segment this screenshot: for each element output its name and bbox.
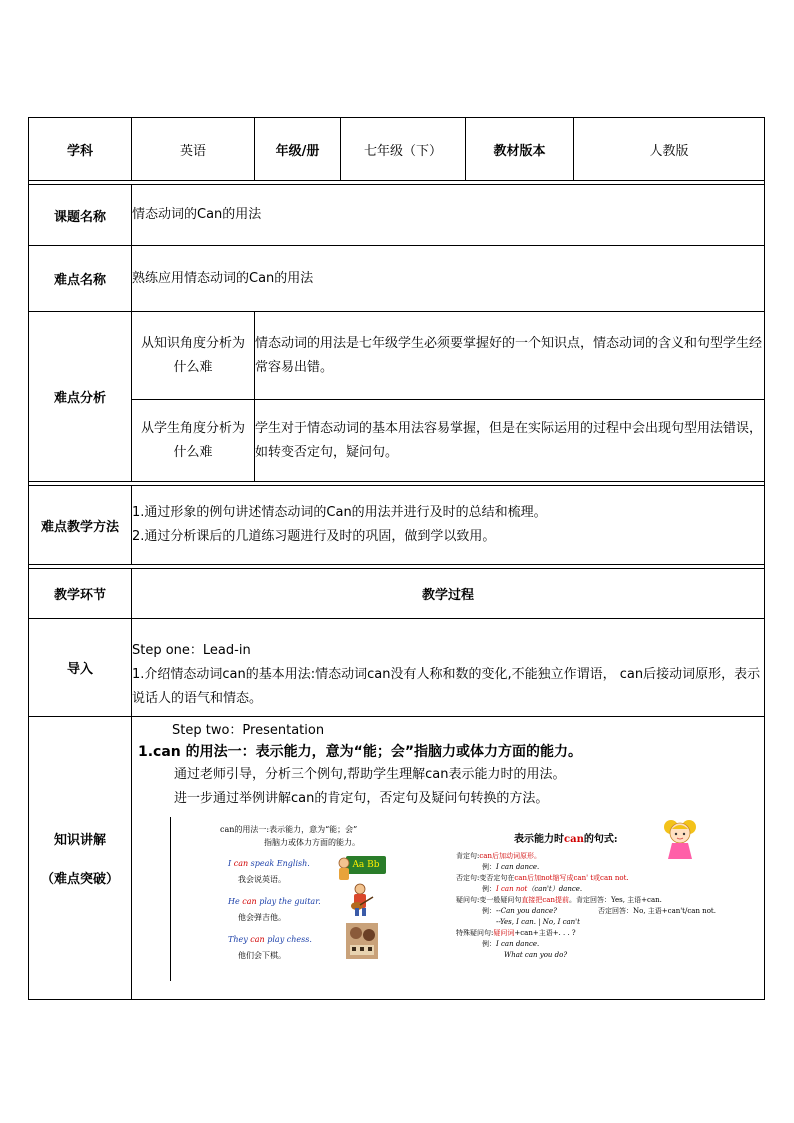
analysis-knowledge-text: 情态动词的用法是七年级学生必须要掌握好的一个知识点，情态动词的含义和句型学生经常容易出错。 — [255, 312, 765, 400]
subject-value: 英语 — [132, 118, 255, 181]
intro-text: 1.介绍情态动词can的基本用法:情态动词can没有人称和数的变化,不能独立作谓语， can后接动词原形，表示说话人的语气和情态。 — [132, 667, 761, 706]
topic-row — [29, 185, 765, 246]
slide2-title — [514, 833, 618, 847]
aff-ex: I can dance. — [496, 863, 540, 871]
topic-value: 情态动词的Can的用法 — [132, 185, 765, 246]
q-rule-pre: 变一般疑问句 — [479, 896, 522, 904]
analysis-student-text: 学生对于情态动词的基本用法容易掌握，但是在实际运用的过程中会出现句型用法错误，如转变否定句，疑问句。 — [255, 400, 765, 482]
slide1-title-b: 指脑力或体力方面的能力。 — [264, 838, 360, 847]
slide-can-sentence-patterns — [456, 833, 756, 983]
guitar-player-icon — [346, 883, 376, 917]
process-title: 教学过程 — [132, 569, 765, 619]
slide2-title-pre: 表示能力时 — [514, 834, 564, 845]
neg-rule-red: can后加not缩写成can' t或can not. — [514, 874, 629, 882]
grade-label: 年级/册 — [255, 118, 341, 181]
difficulty-row — [29, 246, 765, 312]
ex1-rest: speak English. — [250, 859, 310, 868]
method-label: 难点教学方法 — [29, 486, 132, 565]
ex3-can: can — [250, 935, 265, 944]
slide2-wh-question — [456, 928, 576, 939]
slide2-question — [456, 895, 662, 906]
knowledge-sublabel: （难点突破） — [40, 872, 119, 887]
lesson-plan-table — [28, 117, 765, 1000]
knowledge-label-cell — [29, 717, 132, 1000]
analysis-row-student — [29, 400, 765, 482]
ex3-rest: play chess. — [267, 935, 312, 944]
cartoon-girl-icon — [662, 817, 698, 865]
slide1-example-2 — [228, 895, 321, 908]
analysis-knowledge-label: 从知识角度分析为什么难 — [132, 312, 255, 400]
grade-value: 七年级（下） — [341, 118, 466, 181]
wh-label: 特殊疑问句: — [456, 929, 494, 937]
slide2-question-example — [482, 906, 557, 917]
wh-ex1: I can dance. — [496, 940, 540, 948]
slide2-affirmative — [456, 851, 541, 862]
method-text — [132, 486, 765, 565]
slide-can-usage — [220, 823, 460, 983]
analysis-label: 难点分析 — [29, 312, 132, 482]
ex2-can: can — [242, 897, 257, 906]
intro-row — [29, 619, 765, 717]
slide1-example-1 — [228, 857, 310, 870]
analysis-student-label: 从学生角度分析为什么难 — [132, 400, 255, 482]
aff-ex-pre: 例： — [482, 863, 496, 871]
q-ex: --Can you dance? — [496, 907, 557, 915]
process-header-row — [29, 569, 765, 619]
knowledge-row — [29, 717, 765, 1000]
method-line-1: 1.通过形象的例句讲述情态动词的Can的用法并进行及时的总结和梳理。 — [132, 505, 547, 520]
slide2-title-can: can — [564, 834, 584, 845]
neg-rule-pre: 变否定句在 — [479, 874, 515, 882]
ex2-rest: play the guitar. — [259, 897, 321, 906]
edition-label: 教材版本 — [466, 118, 574, 181]
ex1-can: can — [233, 859, 249, 868]
subject-label: 学科 — [29, 118, 132, 181]
wh-ex1-pre: 例： — [482, 940, 496, 948]
intro-step: Step one：Lead-in — [132, 643, 251, 658]
slide1-example-2-cn: 他会弹吉他。 — [238, 913, 286, 922]
slide2-affirmative-example — [482, 862, 539, 873]
q-label: 疑问句: — [456, 896, 480, 904]
kid-reading-icon — [336, 857, 352, 883]
ex2-subject: He — [228, 897, 240, 906]
knowledge-point-1: 1.can 的用法一：表示能力，意为“能；会”指脑力或体力方面的能力。 — [138, 744, 583, 760]
process-stage-label: 教学环节 — [29, 569, 132, 619]
aff-rule: can后加动词原形。 — [479, 852, 541, 860]
slide2-question-reply: --Yes, I can. | No, I can't — [496, 918, 580, 926]
ex1-subject: I — [228, 859, 232, 868]
aff-label: 肯定句: — [456, 852, 480, 860]
wh-rule-post: +can+主语+. . . ? — [514, 929, 576, 937]
q-ex-pre: 例： — [482, 907, 496, 915]
knowledge-content — [132, 717, 765, 1000]
neg-label: 否定句: — [456, 874, 480, 882]
knowledge-line-2: 通过老师引导，分析三个例句,帮助学生理解can表示能力时的用法。 — [174, 767, 566, 782]
slide1-title-a: can的用法一:表示能力，意为“能；会” — [220, 825, 358, 834]
lesson-plan — [28, 117, 764, 1000]
chess-players-photo-icon — [346, 923, 378, 959]
intro-label: 导入 — [29, 619, 132, 717]
slide2-negative — [456, 873, 629, 884]
method-line-2: 2.通过分析课后的几道练习题进行及时的巩固，做到学以致用。 — [132, 529, 496, 544]
knowledge-line-3: 进一步通过举例讲解can的肯定句，否定句及疑问句转换的方法。 — [174, 791, 549, 806]
method-row — [29, 486, 765, 565]
slide1-example-3 — [228, 933, 312, 946]
edition-value: 人教版 — [574, 118, 765, 181]
q-rule-red: 直接把can提前 — [521, 896, 569, 904]
slide1-example-3-cn: 他们会下棋。 — [238, 951, 286, 960]
letters-badge: Aa Bb — [346, 856, 386, 874]
slide2-wh-example-1 — [482, 939, 539, 950]
ex3-subject: They — [228, 935, 248, 944]
difficulty-value: 熟练应用情态动词的Can的用法 — [132, 246, 765, 312]
difficulty-label: 难点名称 — [29, 246, 132, 312]
figure-divider — [170, 817, 171, 981]
topic-label: 课题名称 — [29, 185, 132, 246]
slide2-negative-example — [482, 884, 582, 895]
analysis-row-knowledge — [29, 312, 765, 400]
slide-figures — [138, 815, 758, 983]
intro-content — [132, 619, 765, 717]
slide2-wh-example-2: What can you do? — [504, 951, 568, 959]
neg-ex-pre: 例： — [482, 885, 496, 893]
neg-ex-red: I can not — [496, 885, 528, 893]
q-rule-post: 。肯定回答：Yes, 主语+can. — [568, 896, 662, 904]
knowledge-step: Step two：Presentation — [172, 723, 325, 738]
knowledge-label: 知识讲解 — [53, 833, 106, 848]
header-row — [29, 118, 765, 181]
slide2-question-negative-answer: 否定回答：No, 主语+can't/can not. — [598, 907, 716, 915]
neg-ex-post: （can't）dance. — [527, 885, 583, 893]
wh-rule-red: 疑问词 — [493, 929, 515, 937]
slide1-example-1-cn: 我会说英语。 — [238, 875, 286, 884]
slide2-title-post: 的句式: — [583, 834, 618, 845]
